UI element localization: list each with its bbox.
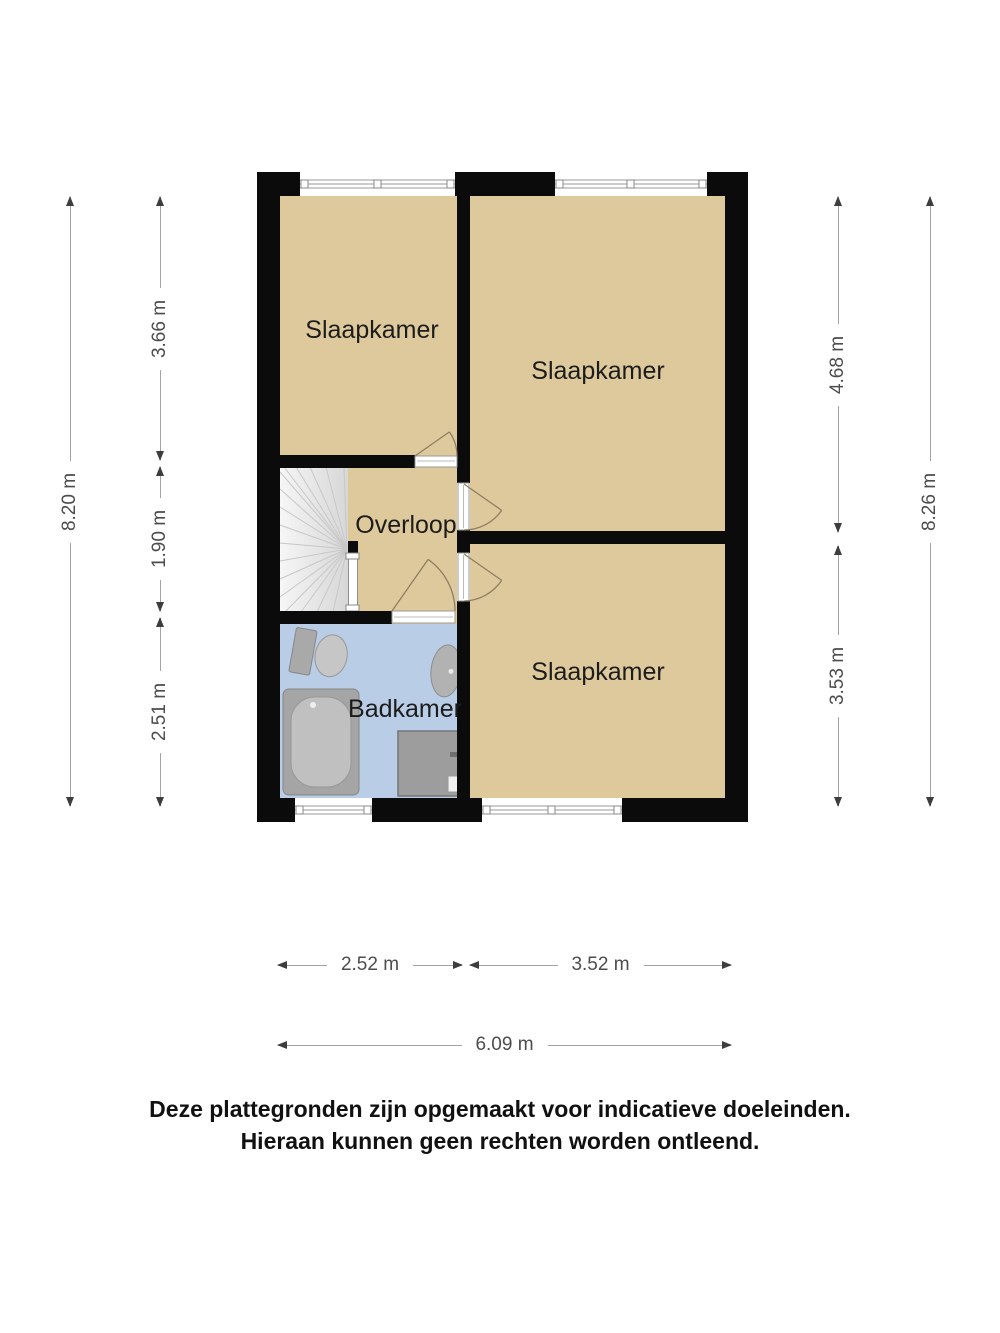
room-label-bedroom-bottom-right: Slaapkamer bbox=[531, 658, 665, 686]
room-label-bathroom: Badkamer bbox=[348, 695, 462, 723]
dimension-label: 6.09 m bbox=[461, 1034, 547, 1056]
wall-bedroom1-landing bbox=[280, 455, 415, 468]
floor-right-column bbox=[470, 196, 725, 798]
disclaimer-line1: Deze plattegronden zijn opgemaakt voor indicatieve doeleinden. bbox=[149, 1096, 851, 1122]
dimension-label: 3.52 m bbox=[557, 954, 643, 976]
window-bedroom-top-left bbox=[300, 172, 455, 196]
stairs-icon bbox=[280, 467, 359, 612]
window-bathroom bbox=[295, 798, 372, 822]
wall-middle-stub bbox=[457, 530, 470, 553]
wall-right bbox=[725, 172, 748, 822]
dimension-label: 3.66 m bbox=[149, 287, 171, 369]
dimension-label: 2.51 m bbox=[149, 671, 171, 753]
wall-left bbox=[257, 172, 280, 822]
washing-machine-icon bbox=[398, 731, 460, 796]
room-label-landing: Overloop bbox=[355, 511, 457, 539]
dimension-label: 8.26 m bbox=[919, 460, 941, 542]
dimension-label: 8.20 m bbox=[59, 460, 81, 542]
dimension-label: 2.52 m bbox=[327, 954, 413, 976]
room-label-bedroom-top-right: Slaapkamer bbox=[531, 357, 665, 385]
floorplan-drawing bbox=[257, 172, 748, 822]
wall-bedrooms-divider bbox=[470, 531, 725, 544]
disclaimer-line2: Hieraan kunnen geen rechten worden ontleend. bbox=[240, 1128, 760, 1154]
wall-middle-upper bbox=[457, 196, 470, 483]
wall-landing-bathroom bbox=[280, 611, 392, 624]
window-bedroom-top-right bbox=[555, 172, 707, 196]
window-bedroom-bottom bbox=[482, 798, 622, 822]
dimension-label: 3.53 m bbox=[827, 635, 849, 717]
dimension-label: 1.90 m bbox=[149, 498, 171, 580]
room-label-bedroom-top-left: Slaapkamer bbox=[305, 316, 439, 344]
dimension-label: 4.68 m bbox=[827, 323, 849, 405]
disclaimer bbox=[0, 1093, 1000, 1157]
